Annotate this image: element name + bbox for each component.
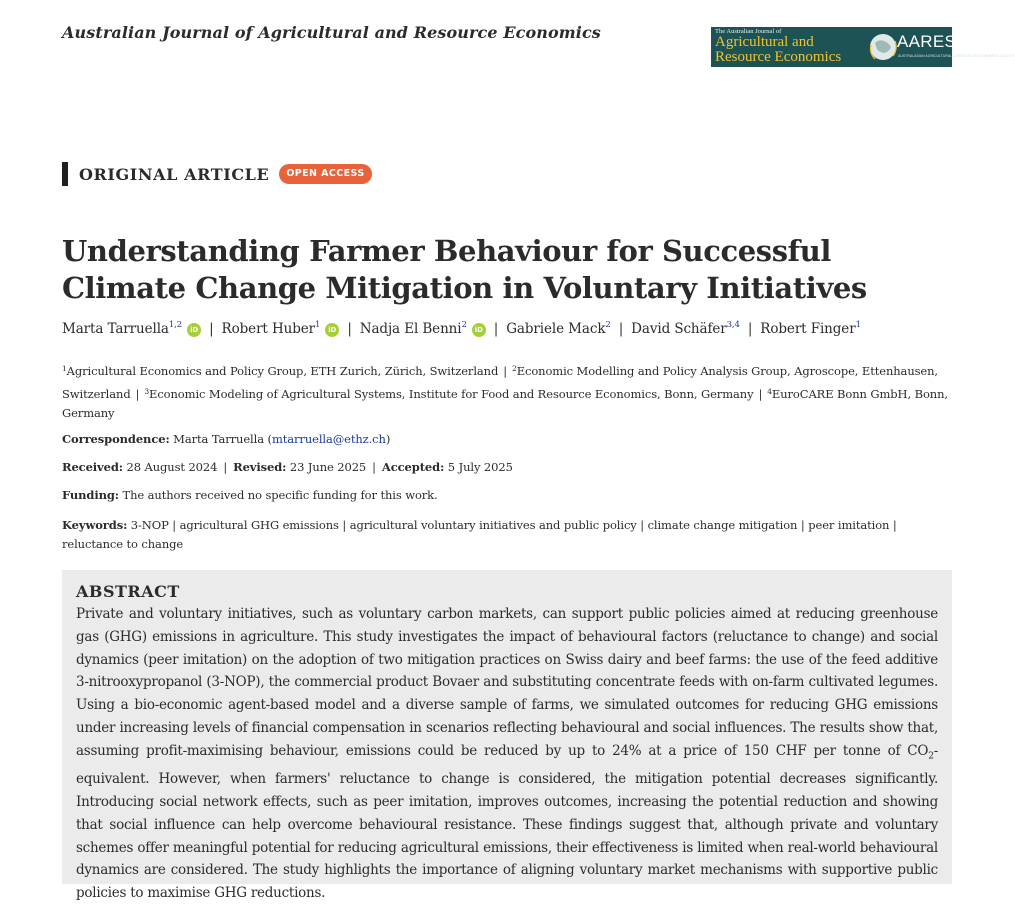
logo-line-2: Resource Economics bbox=[715, 49, 842, 65]
author-list: Marta Tarruella$^{1,2}$ iD | Robert Huber$^1$ iD | Nadja El Benni$^2$ iD | Gabriele Mack$^2$ | David Schäfer$^{3,4}$ | Robert Finger$^1$ bbox=[62, 320, 861, 337]
affiliation: Agricultural Economics and Policy Group, ETH Zurich, Zürich, Switzerland bbox=[66, 364, 499, 378]
author[interactable]: Marta Tarruella$^{1,2}$ bbox=[62, 320, 183, 337]
abstract-box bbox=[62, 570, 952, 902]
logo-small-text: The Australian Journal of bbox=[715, 28, 782, 35]
article-type-label: ORIGINAL ARTICLE bbox=[79, 164, 270, 184]
author[interactable]: Gabriele Mack$^2$ bbox=[506, 320, 611, 337]
orcid-icon[interactable]: iD bbox=[472, 323, 486, 337]
affiliation: Economic Modeling of Agricultural Systems, Institute for Food and Resource Economics, Bonn, Germany bbox=[149, 386, 754, 401]
logo-aares: AARES bbox=[897, 32, 957, 51]
article-dates: Received: 28 August 2024 | Revised: 23 June 2025 | Accepted: 5 July 2025 bbox=[62, 460, 513, 474]
keywords: Keywords: 3-NOP | agricultural GHG emissions | agricultural voluntary initiatives and public policy | climate change mitigation | peer imitation | reluctance to change bbox=[62, 518, 897, 551]
journal-name: Australian Journal of Agricultural and Resource Economics bbox=[62, 23, 601, 42]
abstract-text: Private and voluntary initiatives, such as voluntary carbon markets, can support public policies aimed at reducing greenhouse gas (GHG) emissions in agriculture. This study investigates the impact of behavioural factors (reluctance to change) and social dynamics (peer imitation) on the adoption of two mitigation practices on Swiss dairy and beef farms: the use of the feed additive 3-nitrooxypropanol (3-NOP), the commercial product Bovaer and substituting concentrate feeds with on-farm cultivated legumes. Using a bio-economic agent-based model and a diverse sample of farms, we simulated outcomes for reducing GHG emissions under increasing levels of financial compensation in scenarios reflecting behavioural and social influences. The results show that, assuming profit-maximising behaviour, emissions could be reduced by up to 24% at a price of 150 CHF per tonne of $CO_2$-equivalent. However, when farmers' reluctance to change is considered, the mitigation potential decreases significantly. Introducing social network effects, such as peer imitation, improves outcomes, increasing the potential reduction and showing that social influence can help overcome behavioural resistance. These findings suggest that, although private and voluntary schemes offer meaningful potential for reducing agricultural emissions, their effectiveness is limited when real-world behavioural dynamics are considered. The study highlights the importance of aligning voluntary market mechanisms with supportive public policies to maximise GHG reductions. bbox=[76, 606, 938, 902]
article-type bbox=[62, 162, 372, 186]
logo-tiny-text: AUSTRALASIAN AGRICULTURAL & RESOURCE ECONOMICS SOCIETY bbox=[898, 54, 1015, 58]
funding: Funding: The authors received no specific funding for this work. bbox=[62, 488, 438, 502]
correspondence: Correspondence: Marta Tarruella (mtarruella@ethz.ch) bbox=[62, 432, 391, 446]
author[interactable]: Robert Huber$^1$ bbox=[221, 320, 321, 337]
revised-date: 23 June 2025 bbox=[289, 460, 367, 474]
affiliation: Economic Modelling and Policy Analysis Group, Agroscope, Ettenhausen, Switzerland bbox=[62, 364, 938, 401]
author[interactable]: Nadja El Benni$^2$ bbox=[359, 320, 467, 337]
abstract-heading: ABSTRACT bbox=[76, 582, 180, 601]
affiliations: $^1$Agricultural Economics and Policy Group, ETH Zurich, Zürich, Switzerland | $^2$Economic Modelling and Policy Analysis Group, Agroscope, Ettenhausen, Switzerland | $^3$Economic Modeling of Agricultural Systems, Institute for Food and Resource Economics, Bonn, Germany | $^4$EuroCARE Bonn GmbH, Bonn, Germany bbox=[62, 364, 948, 420]
accepted-date: 5 July 2025 bbox=[447, 460, 513, 474]
article-type-bar bbox=[62, 162, 68, 186]
affiliation: EuroCARE Bonn GmbH, Bonn, Germany bbox=[62, 386, 948, 420]
logo-line-1: Agricultural and bbox=[715, 34, 814, 50]
orcid-icon[interactable]: iD bbox=[187, 323, 201, 337]
email-link[interactable]: mtarruella@ethz.ch bbox=[271, 432, 386, 446]
globe-icon bbox=[866, 31, 900, 63]
journal-logo[interactable] bbox=[711, 27, 1015, 67]
orcid-icon[interactable]: iD bbox=[325, 323, 339, 337]
author[interactable]: David Schäfer$^{3,4}$ bbox=[631, 320, 740, 337]
author[interactable]: Robert Finger$^1$ bbox=[760, 320, 861, 337]
received-date: 28 August 2024 bbox=[126, 460, 218, 474]
article-title: Understanding Farmer Behaviour for Successful Climate Change Mitigation in Voluntary Initiatives bbox=[62, 234, 867, 305]
open-access-badge[interactable]: OPEN ACCESS bbox=[279, 164, 371, 184]
